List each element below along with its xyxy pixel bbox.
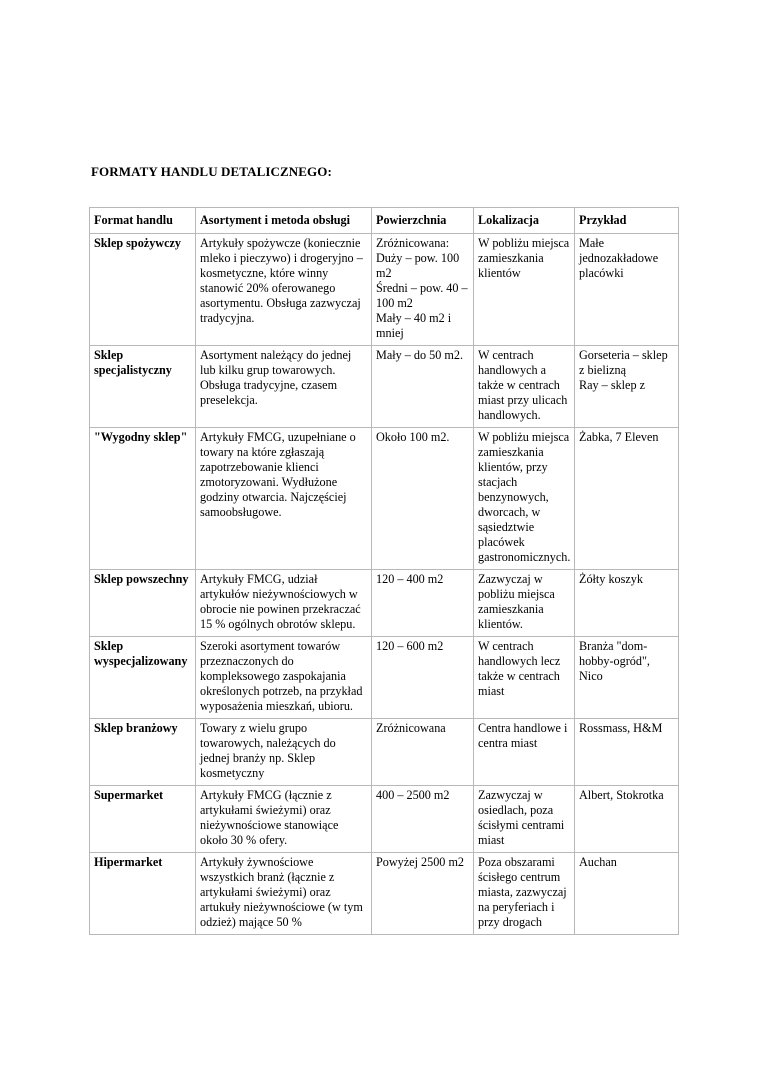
- cell-area: Około 100 m2.: [372, 428, 474, 570]
- cell-assortment: Artykuły FMCG (łącznie z artykułami świeżymi) oraz nieżywnościowe stanowiące około 30 % ofery.: [196, 786, 372, 853]
- header-assortment: Asortyment i metoda obsługi: [196, 208, 372, 234]
- cell-format: "Wygodny sklep": [90, 428, 196, 570]
- table-row: [90, 719, 679, 786]
- cell-area: 120 – 600 m2: [372, 637, 474, 719]
- cell-format: Sklep specjalistyczny: [90, 346, 196, 428]
- table-header-row: [90, 208, 679, 234]
- cell-format: Sklep spożywczy: [90, 234, 196, 346]
- cell-assortment: Szeroki asortyment towarów przeznaczonych do kompleksowego zaspokajania określonych potrzeb, na przykład wyposażenia mieszkań, ubioru.: [196, 637, 372, 719]
- table-row: [90, 234, 679, 346]
- table-row: [90, 637, 679, 719]
- cell-location: Centra handlowe i centra miast: [474, 719, 575, 786]
- cell-example: Rossmass, H&M: [575, 719, 679, 786]
- cell-area: 400 – 2500 m2: [372, 786, 474, 853]
- cell-format: Sklep branżowy: [90, 719, 196, 786]
- header-format: Format handlu: [90, 208, 196, 234]
- table-row: [90, 853, 679, 935]
- cell-location: W centrach handlowych a także w centrach miast przy ulicach handlowych.: [474, 346, 575, 428]
- cell-area: 120 – 400 m2: [372, 570, 474, 637]
- cell-area: Powyżej 2500 m2: [372, 853, 474, 935]
- cell-assortment: Towary z wielu grupo towarowych, należących do jednej branży np. Sklep kosmetyczny: [196, 719, 372, 786]
- cell-location: W pobliżu miejsca zamieszkania klientów, przy stacjach benzynowych, dworcach, w sąsiedztwie placówek gastronomicznych.: [474, 428, 575, 570]
- cell-assortment: Artykuły spożywcze (koniecznie mleko i pieczywo) i drogeryjno – kosmetyczne, które winny stanowić 20% oferowanego asortymentu. Obsługa zazwyczaj tradycyjna.: [196, 234, 372, 346]
- cell-example: Gorseteria – sklep z bielizną Ray – sklep z: [575, 346, 679, 428]
- table-row: [90, 786, 679, 853]
- retail-formats-table: [89, 207, 679, 935]
- table-row: [90, 570, 679, 637]
- cell-assortment: Artykuły FMCG, udział artykułów nieżywnościowych w obrocie nie powinen przekraczać 15 % ogólnych obrotów sklepu.: [196, 570, 372, 637]
- cell-location: W centrach handlowych lecz także w centrach miast: [474, 637, 575, 719]
- cell-location: Zazwyczaj w osiedlach, poza ścisłymi centrami miast: [474, 786, 575, 853]
- cell-location: Zazwyczaj w pobliżu miejsca zamieszkania klientów.: [474, 570, 575, 637]
- cell-format: Sklep powszechny: [90, 570, 196, 637]
- cell-example: Małe jednozakładowe placówki: [575, 234, 679, 346]
- cell-format: Supermarket: [90, 786, 196, 853]
- cell-location: Poza obszarami ścisłego centrum miasta, zazwyczaj na peryferiach i przy drogach: [474, 853, 575, 935]
- table-row: [90, 428, 679, 570]
- cell-example: Żółty koszyk: [575, 570, 679, 637]
- cell-example: Żabka, 7 Eleven: [575, 428, 679, 570]
- cell-area: Zróżnicowana: Duży – pow. 100 m2 Średni – pow. 40 – 100 m2 Mały – 40 m2 i mniej: [372, 234, 474, 346]
- cell-example: Albert, Stokrotka: [575, 786, 679, 853]
- table-row: [90, 346, 679, 428]
- cell-area: Mały – do 50 m2.: [372, 346, 474, 428]
- cell-assortment: Asortyment należący do jednej lub kilku grup towarowych. Obsługa tradycyjne, czasem preselekcja.: [196, 346, 372, 428]
- header-area: Powierzchnia: [372, 208, 474, 234]
- cell-location: W pobliżu miejsca zamieszkania klientów: [474, 234, 575, 346]
- header-location: Lokalizacja: [474, 208, 575, 234]
- document-title: FORMATY HANDLU DETALICZNEGO:: [91, 164, 332, 179]
- cell-assortment: Artykuły FMCG, uzupełniane o towary na które zgłaszają zapotrzebowanie klienci zmotoryzowani. Wydłużone godziny otwarcia. Najczęściej samoobsługowe.: [196, 428, 372, 570]
- header-example: Przykład: [575, 208, 679, 234]
- cell-example: Branża "dom-hobby-ogród", Nico: [575, 637, 679, 719]
- cell-format: Sklep wyspecjalizowany: [90, 637, 196, 719]
- cell-assortment: Artykuły żywnościowe wszystkich branż (łącznie z artykułami świeżymi) oraz artukuły nieżywnościowe (w tym odzież) mające 50 %: [196, 853, 372, 935]
- cell-format: Hipermarket: [90, 853, 196, 935]
- cell-example: Auchan: [575, 853, 679, 935]
- cell-area: Zróżnicowana: [372, 719, 474, 786]
